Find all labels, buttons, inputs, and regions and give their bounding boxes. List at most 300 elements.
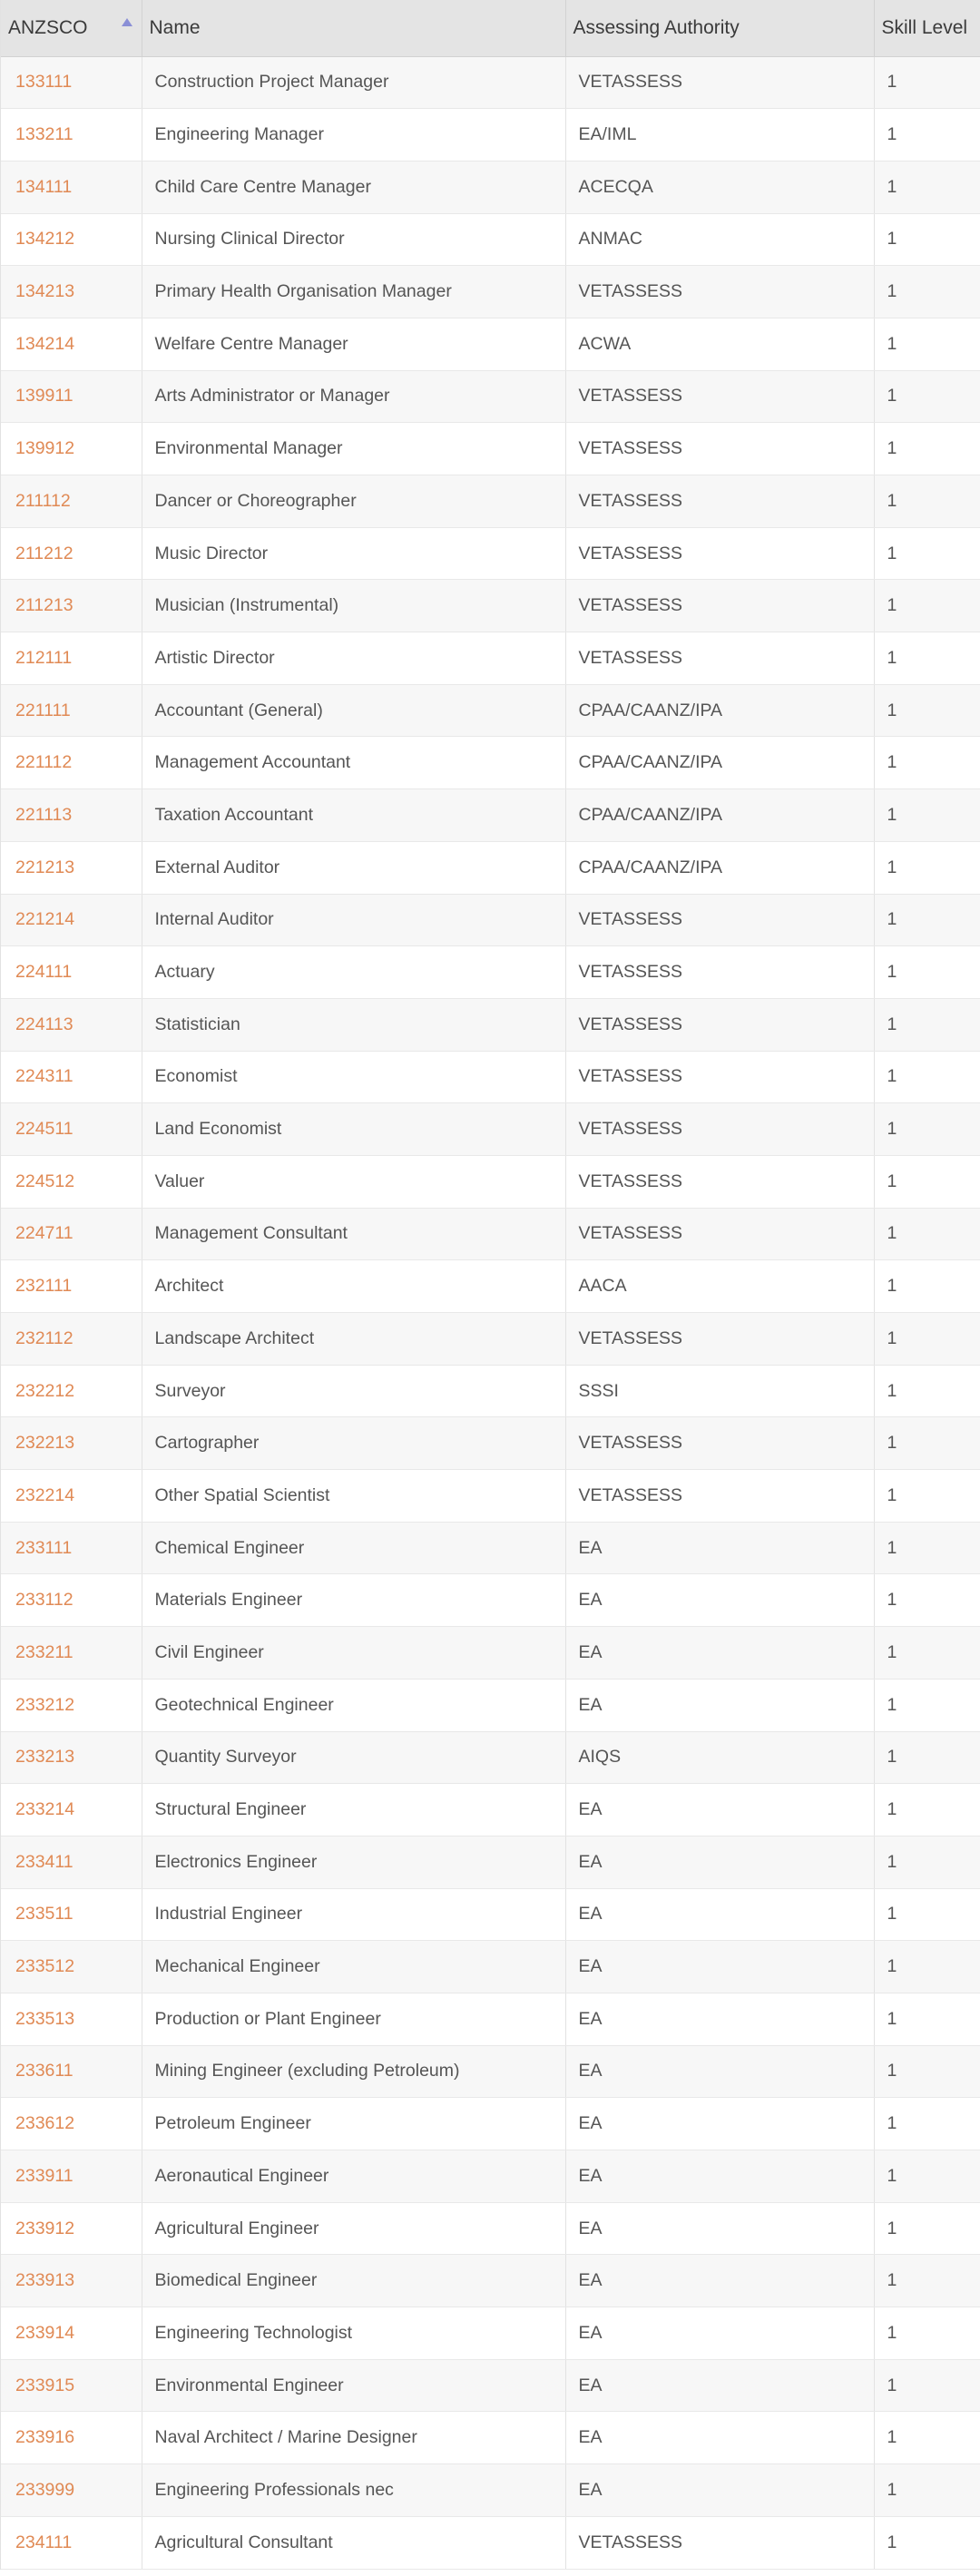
- skill-level-cell: 1: [874, 2202, 980, 2255]
- anzsco-cell: [1, 370, 142, 423]
- anzsco-code-link[interactable]: 233512: [15, 1956, 75, 1977]
- occupation-name-cell: Land Economist: [142, 1103, 565, 1156]
- table-row: [1, 789, 980, 842]
- occupation-name-cell: Structural Engineer: [142, 1784, 565, 1837]
- anzsco-code-link[interactable]: 233211: [15, 1641, 74, 1662]
- skill-level-cell: 1: [874, 894, 980, 946]
- skill-level-cell: 1: [874, 2359, 980, 2412]
- table-row: [1, 1208, 980, 1260]
- table-row: [1, 684, 980, 737]
- anzsco-code-link[interactable]: 139912: [15, 438, 75, 459]
- skill-level-cell: 1: [874, 2255, 980, 2307]
- occupation-name-cell: Aeronautical Engineer: [142, 2150, 565, 2203]
- assessing-authority-cell: VETASSESS: [565, 894, 874, 946]
- table-row: [1, 1574, 980, 1627]
- anzsco-cell: [1, 1208, 142, 1260]
- table-row: [1, 1313, 980, 1366]
- skill-level-cell: 1: [874, 2516, 980, 2569]
- assessing-authority-cell: EA: [565, 1993, 874, 2045]
- column-header-authority[interactable]: [565, 0, 874, 56]
- anzsco-cell: [1, 1417, 142, 1470]
- assessing-authority-cell: EA: [565, 2359, 874, 2412]
- skill-level-cell: 1: [874, 527, 980, 580]
- column-header-label: Skill Level: [881, 16, 968, 38]
- anzsco-code-link[interactable]: 233999: [15, 2479, 75, 2500]
- anzsco-cell: [1, 423, 142, 475]
- anzsco-cell: [1, 1627, 142, 1680]
- anzsco-cell: [1, 1365, 142, 1417]
- assessing-authority-cell: VETASSESS: [565, 998, 874, 1051]
- assessing-authority-cell: VETASSESS: [565, 475, 874, 528]
- assessing-authority-cell: VETASSESS: [565, 580, 874, 632]
- anzsco-cell: [1, 1155, 142, 1208]
- skill-level-cell: 1: [874, 841, 980, 894]
- anzsco-code-link[interactable]: 221112: [15, 752, 73, 773]
- assessing-authority-cell: EA: [565, 2255, 874, 2307]
- skill-level-cell: 1: [874, 1888, 980, 1941]
- skill-level-cell: 1: [874, 684, 980, 737]
- table-row: [1, 841, 980, 894]
- anzsco-code-link[interactable]: 233915: [15, 2375, 75, 2395]
- occupation-name-cell: Production or Plant Engineer: [142, 1993, 565, 2045]
- skill-level-cell: 1: [874, 1993, 980, 2045]
- skill-level-cell: 1: [874, 266, 980, 318]
- assessing-authority-cell: EA: [565, 1941, 874, 1993]
- anzsco-cell: [1, 2464, 142, 2517]
- skill-level-cell: 1: [874, 1313, 980, 1366]
- skill-level-cell: 1: [874, 318, 980, 370]
- table-row: [1, 894, 980, 946]
- occupation-name-cell: Mechanical Engineer: [142, 1941, 565, 1993]
- assessing-authority-cell: VETASSESS: [565, 1417, 874, 1470]
- table-row: [1, 2202, 980, 2255]
- anzsco-cell: [1, 2202, 142, 2255]
- assessing-authority-cell: EA: [565, 2412, 874, 2464]
- assessing-authority-cell: VETASSESS: [565, 370, 874, 423]
- table-body: [1, 56, 980, 2569]
- occupation-name-cell: Music Director: [142, 527, 565, 580]
- anzsco-code-link[interactable]: 224111: [15, 962, 73, 983]
- table-row: [1, 1365, 980, 1417]
- table-row: [1, 1260, 980, 1313]
- anzsco-cell: [1, 1313, 142, 1366]
- occupation-name-cell: Mining Engineer (excluding Petroleum): [142, 2045, 565, 2098]
- anzsco-code-link[interactable]: 233112: [15, 1590, 74, 1611]
- table-row: [1, 1731, 980, 1784]
- anzsco-cell: [1, 475, 142, 528]
- occupation-name-cell: Civil Engineer: [142, 1627, 565, 1680]
- assessing-authority-cell: CPAA/CAANZ/IPA: [565, 841, 874, 894]
- skill-level-cell: 1: [874, 1784, 980, 1837]
- skill-level-cell: 1: [874, 1574, 980, 1627]
- anzsco-cell: [1, 1574, 142, 1627]
- anzsco-cell: [1, 527, 142, 580]
- table-row: [1, 2464, 980, 2517]
- assessing-authority-cell: CPAA/CAANZ/IPA: [565, 789, 874, 842]
- anzsco-cell: [1, 1993, 142, 2045]
- skill-level-cell: 1: [874, 161, 980, 213]
- assessing-authority-cell: EA: [565, 1627, 874, 1680]
- assessing-authority-cell: EA: [565, 1784, 874, 1837]
- assessing-authority-cell: EA: [565, 2098, 874, 2150]
- anzsco-code-link[interactable]: 233213: [15, 1747, 75, 1768]
- anzsco-cell: [1, 789, 142, 842]
- table-row: [1, 213, 980, 266]
- occupation-name-cell: Biomedical Engineer: [142, 2255, 565, 2307]
- occupation-name-cell: Materials Engineer: [142, 1574, 565, 1627]
- skill-level-cell: 1: [874, 2307, 980, 2360]
- table-row: [1, 1679, 980, 1731]
- occupation-name-cell: Cartographer: [142, 1417, 565, 1470]
- table-row: [1, 580, 980, 632]
- occupation-name-cell: Environmental Engineer: [142, 2359, 565, 2412]
- assessing-authority-cell: EA: [565, 2150, 874, 2203]
- anzsco-code-link[interactable]: 224511: [15, 1119, 74, 1140]
- skill-level-cell: 1: [874, 1470, 980, 1523]
- table-row: [1, 318, 980, 370]
- occupation-table: [1, 0, 980, 2570]
- occupation-name-cell: External Auditor: [142, 841, 565, 894]
- header-row: [1, 0, 980, 56]
- assessing-authority-cell: VETASSESS: [565, 632, 874, 685]
- anzsco-code-link[interactable]: 233411: [15, 1851, 74, 1872]
- anzsco-code-link[interactable]: 233911: [15, 2165, 74, 2186]
- anzsco-code-link[interactable]: 233913: [15, 2270, 75, 2291]
- skill-level-cell: 1: [874, 2150, 980, 2203]
- skill-level-cell: 1: [874, 213, 980, 266]
- column-header-name[interactable]: [142, 0, 565, 56]
- occupation-name-cell: Engineering Manager: [142, 109, 565, 162]
- occupation-name-cell: Management Accountant: [142, 737, 565, 789]
- occupation-name-cell: Actuary: [142, 946, 565, 999]
- column-header-skill-level[interactable]: [874, 0, 980, 56]
- anzsco-cell: [1, 1051, 142, 1103]
- table-row: [1, 527, 980, 580]
- skill-level-cell: 1: [874, 2098, 980, 2150]
- anzsco-code-link[interactable]: 134213: [15, 281, 75, 302]
- table-row: [1, 998, 980, 1051]
- anzsco-cell: [1, 841, 142, 894]
- assessing-authority-cell: EA: [565, 2202, 874, 2255]
- anzsco-code-link[interactable]: 134212: [15, 229, 75, 250]
- skill-level-cell: 1: [874, 2464, 980, 2517]
- anzsco-cell: [1, 684, 142, 737]
- occupation-name-cell: Electronics Engineer: [142, 1836, 565, 1888]
- anzsco-cell: [1, 1836, 142, 1888]
- table-row: [1, 1941, 980, 1993]
- occupation-name-cell: Engineering Technologist: [142, 2307, 565, 2360]
- anzsco-code-link[interactable]: 134111: [15, 176, 73, 197]
- occupation-name-cell: Chemical Engineer: [142, 1522, 565, 1574]
- table-row: [1, 423, 980, 475]
- occupation-name-cell: Economist: [142, 1051, 565, 1103]
- assessing-authority-cell: ACECQA: [565, 161, 874, 213]
- anzsco-code-link[interactable]: 233214: [15, 1799, 75, 1820]
- table-row: [1, 266, 980, 318]
- occupation-name-cell: Quantity Surveyor: [142, 1731, 565, 1784]
- anzsco-code-link[interactable]: 224711: [15, 1223, 74, 1244]
- column-header-label: Assessing Authority: [573, 16, 740, 38]
- assessing-authority-cell: VETASSESS: [565, 527, 874, 580]
- assessing-authority-cell: VETASSESS: [565, 423, 874, 475]
- assessing-authority-cell: EA: [565, 2307, 874, 2360]
- table-row: [1, 1155, 980, 1208]
- anzsco-code-link[interactable]: 211213: [15, 595, 74, 616]
- anzsco-code-link[interactable]: 232112: [15, 1327, 74, 1348]
- anzsco-code-link[interactable]: 211112: [15, 490, 71, 511]
- anzsco-cell: [1, 1888, 142, 1941]
- occupation-name-cell: Other Spatial Scientist: [142, 1470, 565, 1523]
- anzsco-code-link[interactable]: 233212: [15, 1694, 75, 1715]
- anzsco-code-link[interactable]: 233916: [15, 2427, 75, 2448]
- anzsco-cell: [1, 1679, 142, 1731]
- anzsco-code-link[interactable]: 134214: [15, 333, 75, 354]
- skill-level-cell: 1: [874, 946, 980, 999]
- occupation-name-cell: Naval Architect / Marine Designer: [142, 2412, 565, 2464]
- skill-level-cell: 1: [874, 423, 980, 475]
- anzsco-cell: [1, 632, 142, 685]
- assessing-authority-cell: VETASSESS: [565, 1051, 874, 1103]
- anzsco-code-link[interactable]: 233914: [15, 2322, 75, 2343]
- anzsco-cell: [1, 318, 142, 370]
- anzsco-cell: [1, 2307, 142, 2360]
- occupation-name-cell: Statistician: [142, 998, 565, 1051]
- occupation-name-cell: Taxation Accountant: [142, 789, 565, 842]
- assessing-authority-cell: ANMAC: [565, 213, 874, 266]
- assessing-authority-cell: VETASSESS: [565, 1313, 874, 1366]
- anzsco-cell: [1, 2098, 142, 2150]
- table-row: [1, 1103, 980, 1156]
- assessing-authority-cell: SSSI: [565, 1365, 874, 1417]
- table-row: [1, 1784, 980, 1837]
- skill-level-cell: 1: [874, 475, 980, 528]
- occupation-name-cell: Landscape Architect: [142, 1313, 565, 1366]
- anzsco-code-link[interactable]: 234111: [15, 2532, 73, 2552]
- column-header-label: Name: [149, 16, 201, 38]
- occupation-name-cell: Welfare Centre Manager: [142, 318, 565, 370]
- anzsco-code-link[interactable]: 233513: [15, 2008, 75, 2029]
- table-row: [1, 109, 980, 162]
- anzsco-code-link[interactable]: 232213: [15, 1433, 75, 1454]
- skill-level-cell: 1: [874, 1365, 980, 1417]
- assessing-authority-cell: AIQS: [565, 1731, 874, 1784]
- anzsco-cell: [1, 1470, 142, 1523]
- table-row: [1, 2098, 980, 2150]
- skill-level-cell: 1: [874, 1679, 980, 1731]
- skill-level-cell: 1: [874, 1522, 980, 1574]
- anzsco-cell: [1, 1522, 142, 1574]
- anzsco-code-link[interactable]: 212111: [15, 647, 73, 668]
- anzsco-cell: [1, 2412, 142, 2464]
- anzsco-cell: [1, 2150, 142, 2203]
- table-row: [1, 2307, 980, 2360]
- anzsco-code-link[interactable]: 133211: [15, 124, 74, 145]
- occupation-name-cell: Agricultural Consultant: [142, 2516, 565, 2569]
- anzsco-cell: [1, 894, 142, 946]
- table-row: [1, 2255, 980, 2307]
- table-row: [1, 1051, 980, 1103]
- table-row: [1, 632, 980, 685]
- table-row: [1, 2412, 980, 2464]
- anzsco-cell: [1, 2516, 142, 2569]
- anzsco-cell: [1, 2255, 142, 2307]
- occupation-name-cell: Nursing Clinical Director: [142, 213, 565, 266]
- anzsco-cell: [1, 1103, 142, 1156]
- table-row: [1, 2045, 980, 2098]
- anzsco-code-link[interactable]: 232212: [15, 1380, 75, 1401]
- table-row: [1, 1470, 980, 1523]
- anzsco-code-link[interactable]: 224113: [15, 1014, 74, 1034]
- anzsco-cell: [1, 1784, 142, 1837]
- assessing-authority-cell: VETASSESS: [565, 946, 874, 999]
- assessing-authority-cell: EA: [565, 2045, 874, 2098]
- skill-level-cell: 1: [874, 1941, 980, 1993]
- skill-level-cell: 1: [874, 2412, 980, 2464]
- skill-level-cell: 1: [874, 1417, 980, 1470]
- assessing-authority-cell: VETASSESS: [565, 2516, 874, 2569]
- table-row: [1, 161, 980, 213]
- table-row: [1, 1522, 980, 1574]
- table-row: [1, 737, 980, 789]
- occupation-name-cell: Artistic Director: [142, 632, 565, 685]
- skill-level-cell: 1: [874, 789, 980, 842]
- table-row: [1, 1993, 980, 2045]
- skill-level-cell: 1: [874, 998, 980, 1051]
- anzsco-code-link[interactable]: 224311: [15, 1066, 74, 1087]
- occupation-name-cell: Engineering Professionals nec: [142, 2464, 565, 2517]
- column-header-anzsco[interactable]: [1, 0, 142, 56]
- anzsco-code-link[interactable]: 221111: [15, 700, 71, 720]
- occupation-name-cell: Valuer: [142, 1155, 565, 1208]
- skill-level-cell: 1: [874, 1627, 980, 1680]
- anzsco-code-link[interactable]: 139911: [15, 386, 74, 406]
- anzsco-cell: [1, 1941, 142, 1993]
- table-row: [1, 2516, 980, 2569]
- occupation-name-cell: Petroleum Engineer: [142, 2098, 565, 2150]
- assessing-authority-cell: EA: [565, 1522, 874, 1574]
- skill-level-cell: 1: [874, 1208, 980, 1260]
- anzsco-code-link[interactable]: 233912: [15, 2218, 75, 2238]
- anzsco-cell: [1, 2045, 142, 2098]
- table-row: [1, 2150, 980, 2203]
- assessing-authority-cell: EA: [565, 1888, 874, 1941]
- assessing-authority-cell: VETASSESS: [565, 56, 874, 109]
- occupation-name-cell: Dancer or Choreographer: [142, 475, 565, 528]
- skill-level-cell: 1: [874, 370, 980, 423]
- skill-level-cell: 1: [874, 1836, 980, 1888]
- table-header: [1, 0, 980, 56]
- table-row: [1, 1836, 980, 1888]
- assessing-authority-cell: EA: [565, 2464, 874, 2517]
- skill-level-cell: 1: [874, 1103, 980, 1156]
- anzsco-code-link[interactable]: 133111: [15, 72, 73, 93]
- anzsco-code-link[interactable]: 221214: [15, 909, 75, 930]
- assessing-authority-cell: CPAA/CAANZ/IPA: [565, 737, 874, 789]
- occupation-name-cell: Management Consultant: [142, 1208, 565, 1260]
- skill-level-cell: 1: [874, 1260, 980, 1313]
- anzsco-code-link[interactable]: 232214: [15, 1484, 75, 1505]
- table-row: [1, 370, 980, 423]
- sort-ascending-icon[interactable]: [122, 18, 132, 26]
- assessing-authority-cell: EA/IML: [565, 109, 874, 162]
- anzsco-code-link[interactable]: 221213: [15, 857, 75, 877]
- occupation-name-cell: Geotechnical Engineer: [142, 1679, 565, 1731]
- column-header-label: ANZSCO: [8, 16, 88, 38]
- anzsco-cell: [1, 109, 142, 162]
- skill-level-cell: 1: [874, 1731, 980, 1784]
- assessing-authority-cell: AACA: [565, 1260, 874, 1313]
- skill-level-cell: 1: [874, 580, 980, 632]
- assessing-authority-cell: EA: [565, 1574, 874, 1627]
- anzsco-cell: [1, 1260, 142, 1313]
- skill-level-cell: 1: [874, 1155, 980, 1208]
- occupation-name-cell: Architect: [142, 1260, 565, 1313]
- assessing-authority-cell: EA: [565, 1836, 874, 1888]
- anzsco-cell: [1, 161, 142, 213]
- occupation-name-cell: Musician (Instrumental): [142, 580, 565, 632]
- anzsco-cell: [1, 266, 142, 318]
- anzsco-cell: [1, 946, 142, 999]
- assessing-authority-cell: VETASSESS: [565, 1470, 874, 1523]
- skill-level-cell: 1: [874, 109, 980, 162]
- table-row: [1, 1888, 980, 1941]
- anzsco-code-link[interactable]: 233111: [15, 1537, 73, 1558]
- skill-level-cell: 1: [874, 56, 980, 109]
- table-row: [1, 2359, 980, 2412]
- assessing-authority-cell: VETASSESS: [565, 1155, 874, 1208]
- table-row: [1, 475, 980, 528]
- anzsco-cell: [1, 580, 142, 632]
- skill-level-cell: 1: [874, 632, 980, 685]
- occupation-name-cell: Agricultural Engineer: [142, 2202, 565, 2255]
- anzsco-cell: [1, 2359, 142, 2412]
- table-row: [1, 56, 980, 109]
- anzsco-cell: [1, 213, 142, 266]
- assessing-authority-cell: EA: [565, 1679, 874, 1731]
- table-row: [1, 946, 980, 999]
- anzsco-code-link[interactable]: 232111: [15, 1276, 73, 1297]
- anzsco-code-link[interactable]: 233611: [15, 2061, 74, 2081]
- skill-level-cell: 1: [874, 2045, 980, 2098]
- anzsco-code-link[interactable]: 221113: [15, 804, 73, 825]
- anzsco-code-link[interactable]: 233612: [15, 2113, 75, 2134]
- occupation-name-cell: Accountant (General): [142, 684, 565, 737]
- table-row: [1, 1417, 980, 1470]
- occupation-name-cell: Internal Auditor: [142, 894, 565, 946]
- anzsco-code-link[interactable]: 211212: [15, 543, 74, 563]
- occupation-name-cell: Surveyor: [142, 1365, 565, 1417]
- table-row: [1, 1627, 980, 1680]
- anzsco-cell: [1, 56, 142, 109]
- occupation-name-cell: Primary Health Organisation Manager: [142, 266, 565, 318]
- anzsco-cell: [1, 998, 142, 1051]
- assessing-authority-cell: VETASSESS: [565, 1208, 874, 1260]
- anzsco-cell: [1, 737, 142, 789]
- assessing-authority-cell: VETASSESS: [565, 266, 874, 318]
- skill-level-cell: 1: [874, 1051, 980, 1103]
- occupation-name-cell: Environmental Manager: [142, 423, 565, 475]
- assessing-authority-cell: CPAA/CAANZ/IPA: [565, 684, 874, 737]
- anzsco-code-link[interactable]: 233511: [15, 1904, 74, 1925]
- anzsco-code-link[interactable]: 224512: [15, 1170, 75, 1191]
- occupation-name-cell: Child Care Centre Manager: [142, 161, 565, 213]
- assessing-authority-cell: ACWA: [565, 318, 874, 370]
- skill-level-cell: 1: [874, 737, 980, 789]
- assessing-authority-cell: VETASSESS: [565, 1103, 874, 1156]
- occupation-name-cell: Arts Administrator or Manager: [142, 370, 565, 423]
- occupation-name-cell: Industrial Engineer: [142, 1888, 565, 1941]
- occupation-name-cell: Construction Project Manager: [142, 56, 565, 109]
